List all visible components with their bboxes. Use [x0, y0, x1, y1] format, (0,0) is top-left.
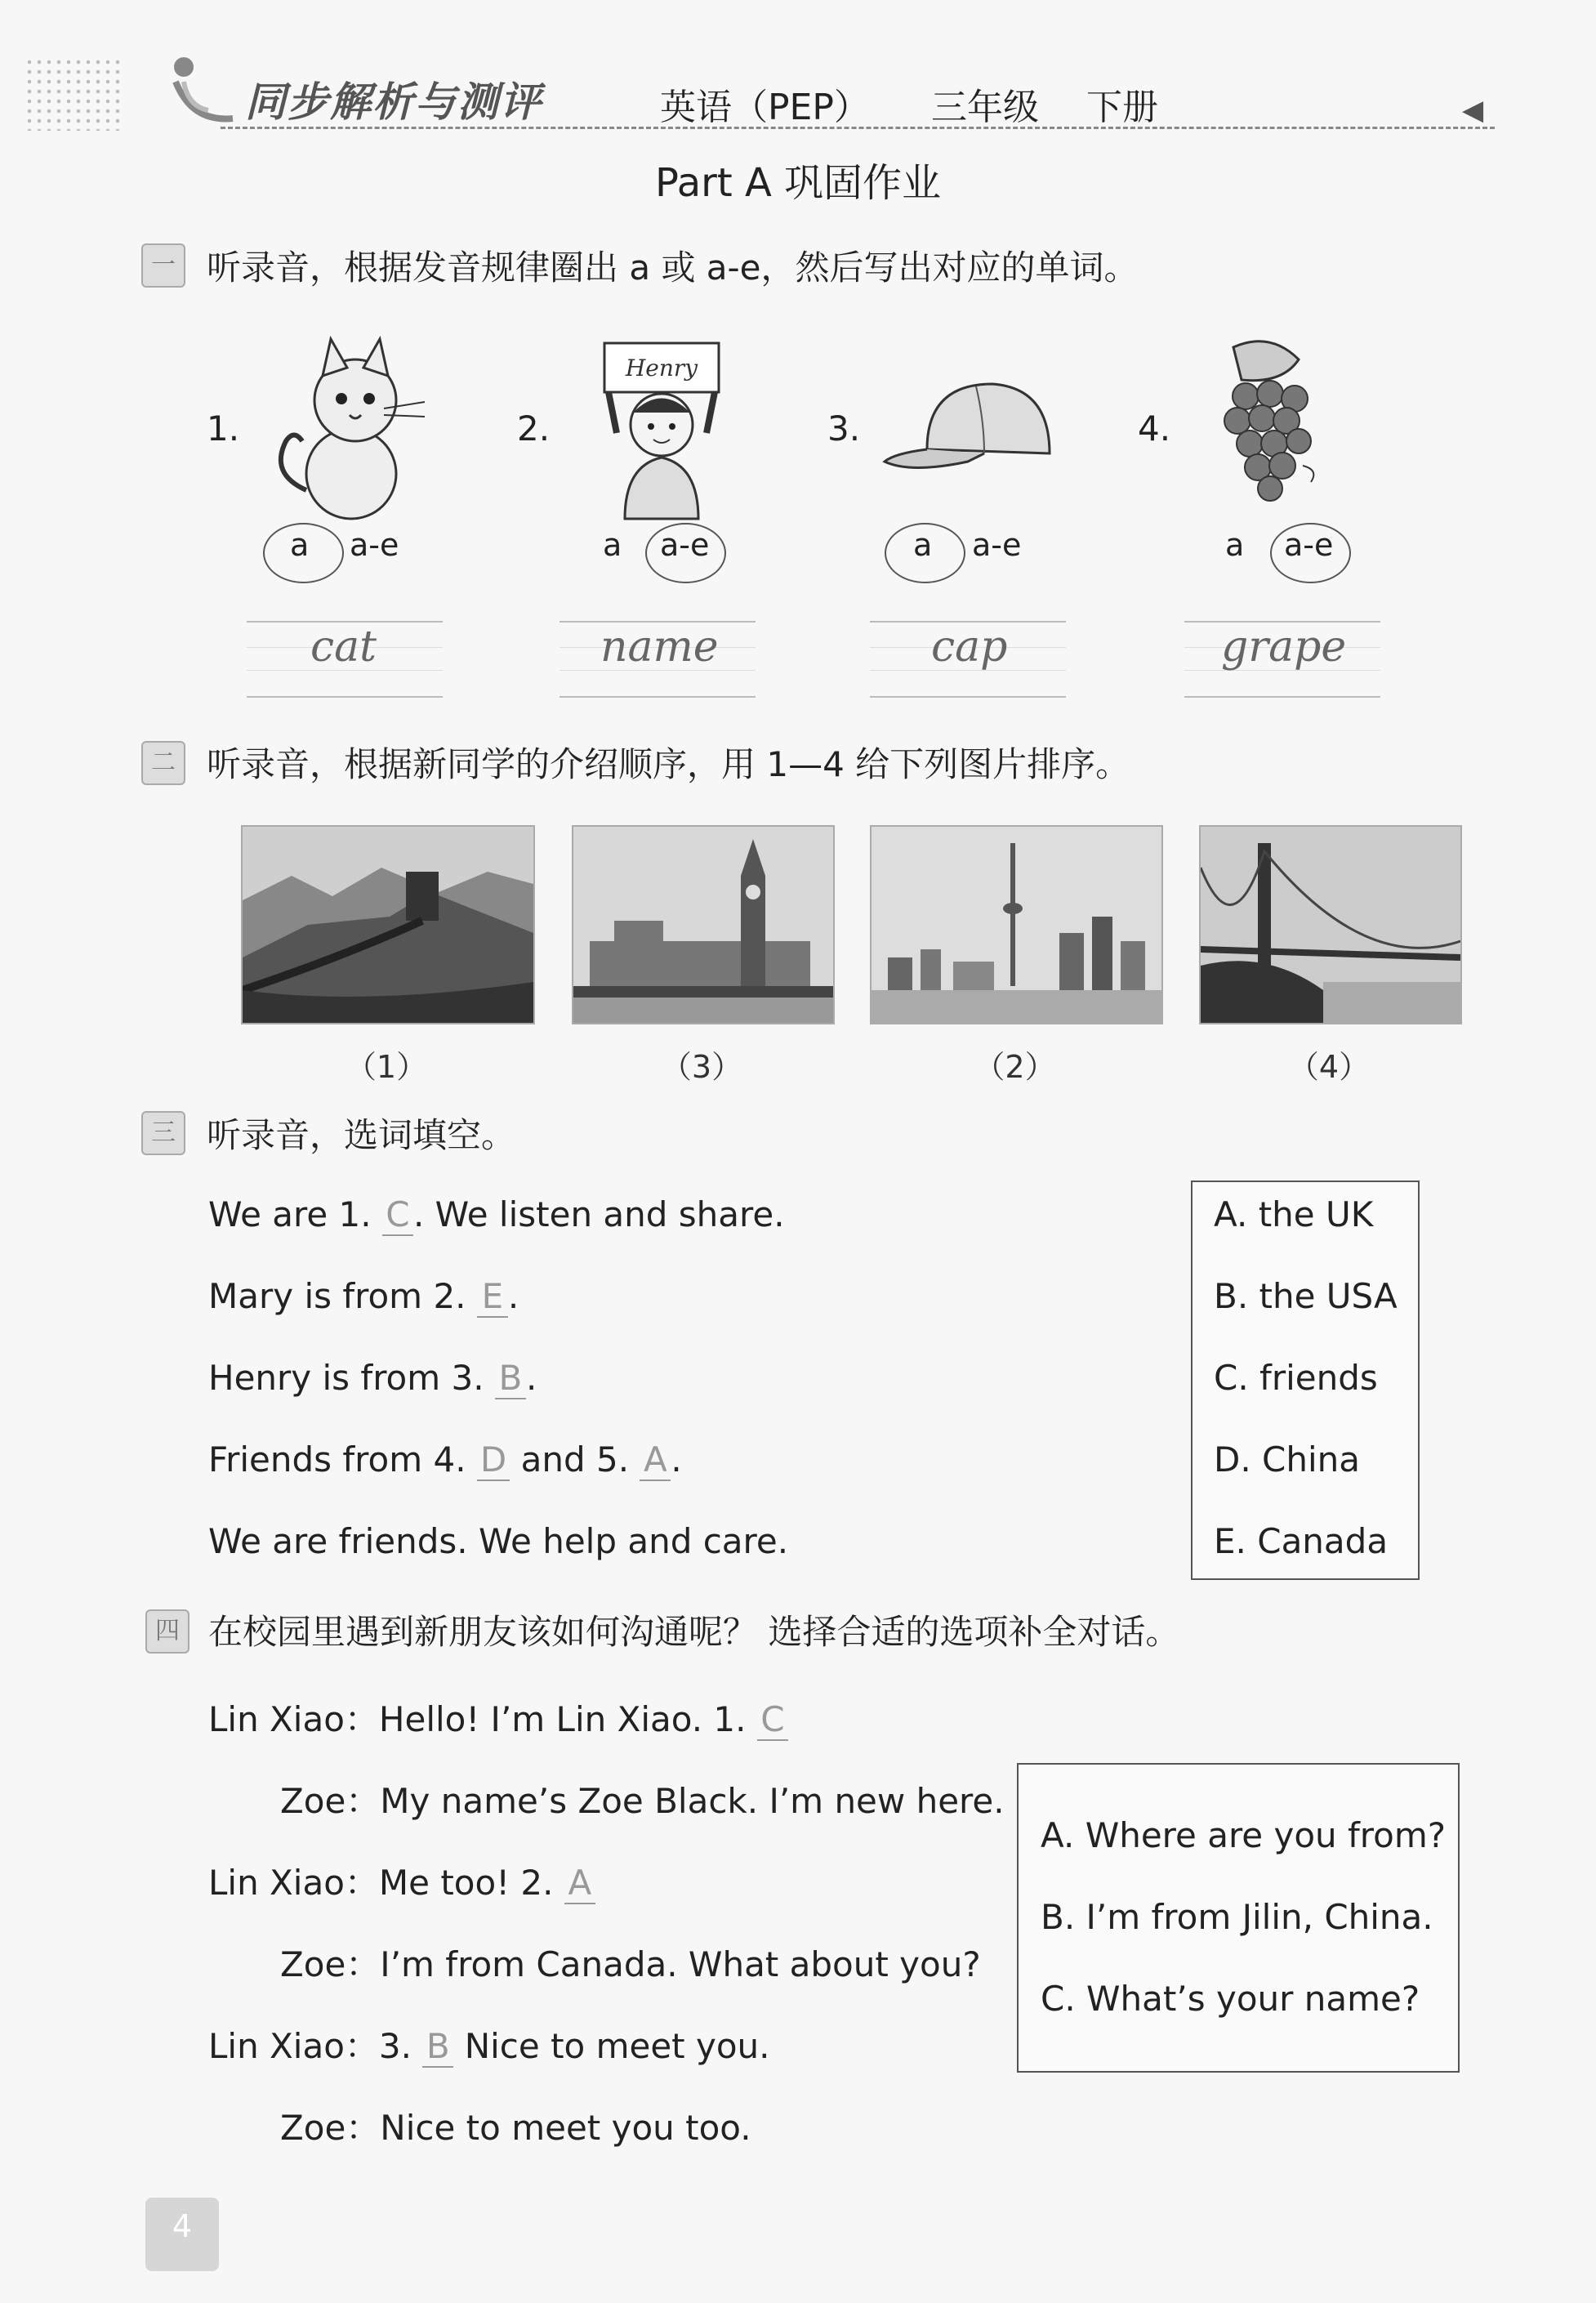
section3-blank4[interactable]: D	[477, 1439, 510, 1481]
sign-text: Henry	[625, 355, 698, 382]
photo1-label[interactable]: （1）	[345, 1049, 428, 1085]
section4-option-c: C. What’s your name?	[1041, 1979, 1420, 2019]
big-ben-photo	[572, 825, 835, 1024]
brand-logo-icon	[159, 49, 241, 131]
section3-numeral: 三	[141, 1111, 185, 1155]
section3-line4: Friends from 4. D and 5. A .	[208, 1439, 682, 1480]
section4-option-a: A. Where are you from?	[1041, 1815, 1447, 1855]
section3-option-d: D. China	[1214, 1439, 1361, 1480]
section4-numeral: 四	[145, 1609, 189, 1654]
dialogue-line1: Lin Xiao：Hello! I’m Lin Xiao. 1. C	[208, 1693, 788, 1742]
section3-option-e: E. Canada	[1214, 1521, 1389, 1561]
page-title: Part A 巩固作业	[654, 160, 942, 206]
section3-line3: Henry is from 3. B .	[208, 1358, 537, 1398]
dialogue-line2: Zoe：My name’s Zoe Black. I’m new here.	[280, 1781, 1005, 1821]
brand-title: 同步解析与测评	[245, 78, 542, 126]
page-number: 4	[145, 2198, 219, 2271]
item2-answer[interactable]: name	[600, 623, 719, 672]
header-volume: 下册	[1086, 87, 1158, 128]
header-divider	[221, 127, 1495, 129]
item1-option-a[interactable]: a	[290, 527, 310, 563]
item4-option-a[interactable]: a	[1225, 527, 1245, 563]
dialogue-line6: Zoe：Nice to meet you too.	[280, 2108, 751, 2148]
item3-number: 3.	[827, 408, 861, 449]
section2-numeral: 二	[141, 741, 185, 785]
great-wall-photo	[241, 825, 535, 1024]
cn-tower-photo	[870, 825, 1163, 1024]
section3-option-b: B. the USA	[1214, 1276, 1398, 1316]
item2-option-ae[interactable]: a-e	[660, 527, 710, 563]
dialogue-line3: Lin Xiao：Me too! 2. A	[208, 1856, 595, 1905]
section3-line1: We are 1. C . We listen and share.	[208, 1194, 785, 1234]
photo4-label[interactable]: （4）	[1287, 1049, 1371, 1085]
item2-number: 2.	[517, 408, 551, 449]
section4-option-b: B. I’m from Jilin, China.	[1041, 1897, 1433, 1937]
grape-icon	[1209, 335, 1331, 523]
section2-instruction: 听录音，根据新同学的介绍顺序，用 1—4 给下列图片排序。	[207, 744, 1130, 784]
header-grade: 三年级	[931, 87, 1039, 128]
golden-gate-bridge-photo	[1199, 825, 1462, 1024]
cat-icon	[270, 335, 441, 523]
section1-instruction: 听录音，根据发音规律圈出 a 或 a-e，然后写出对应的单词。	[207, 248, 1139, 288]
photo2-label[interactable]: （3）	[660, 1049, 743, 1085]
item3-answer[interactable]: cap	[931, 623, 1008, 672]
section4-blank1[interactable]: C	[757, 1699, 788, 1741]
item4-number: 4.	[1138, 408, 1171, 449]
section4-blank2[interactable]: A	[564, 1863, 595, 1904]
section3-option-c: C. friends	[1214, 1358, 1378, 1398]
photo3-label[interactable]: （2）	[974, 1049, 1056, 1085]
section4-instruction: 在校园里遇到新朋友该如何沟通呢？ 选择合适的选项补全对话。	[208, 1612, 1180, 1652]
section3-blank2[interactable]: E	[477, 1276, 508, 1318]
item3-option-ae[interactable]: a-e	[972, 527, 1022, 563]
section3-line5: We are friends. We help and care.	[208, 1521, 789, 1561]
dialogue-line4: Zoe：I’m from Canada. What about you?	[280, 1944, 981, 1984]
header-subject: 英语（PEP）	[660, 87, 870, 128]
section3-blank3[interactable]: B	[495, 1358, 526, 1399]
section3-line2: Mary is from 2. E .	[208, 1276, 519, 1316]
item3-option-a[interactable]: a	[913, 527, 933, 563]
item4-answer[interactable]: grape	[1221, 623, 1347, 672]
section4-blank3[interactable]: B	[422, 2026, 453, 2068]
boy-holding-sign-icon	[592, 335, 731, 523]
header-dot-pattern	[25, 57, 123, 131]
item1-option-ae[interactable]: a-e	[350, 527, 399, 563]
item2-option-a[interactable]: a	[603, 527, 622, 563]
cap-icon	[878, 372, 1058, 478]
section3-blank5[interactable]: A	[640, 1439, 671, 1481]
header-arrow-icon: ◀	[1462, 94, 1484, 127]
dialogue-line5: Lin Xiao：3. B Nice to meet you.	[208, 2026, 770, 2066]
item1-number: 1.	[207, 408, 240, 449]
section3-blank1[interactable]: C	[382, 1194, 413, 1236]
section3-instruction: 听录音，选词填空。	[207, 1115, 516, 1155]
item1-answer[interactable]: cat	[310, 623, 377, 672]
section3-option-a: A. the UK	[1214, 1194, 1374, 1234]
section1-numeral: 一	[141, 243, 185, 288]
item4-option-ae[interactable]: a-e	[1284, 527, 1334, 563]
